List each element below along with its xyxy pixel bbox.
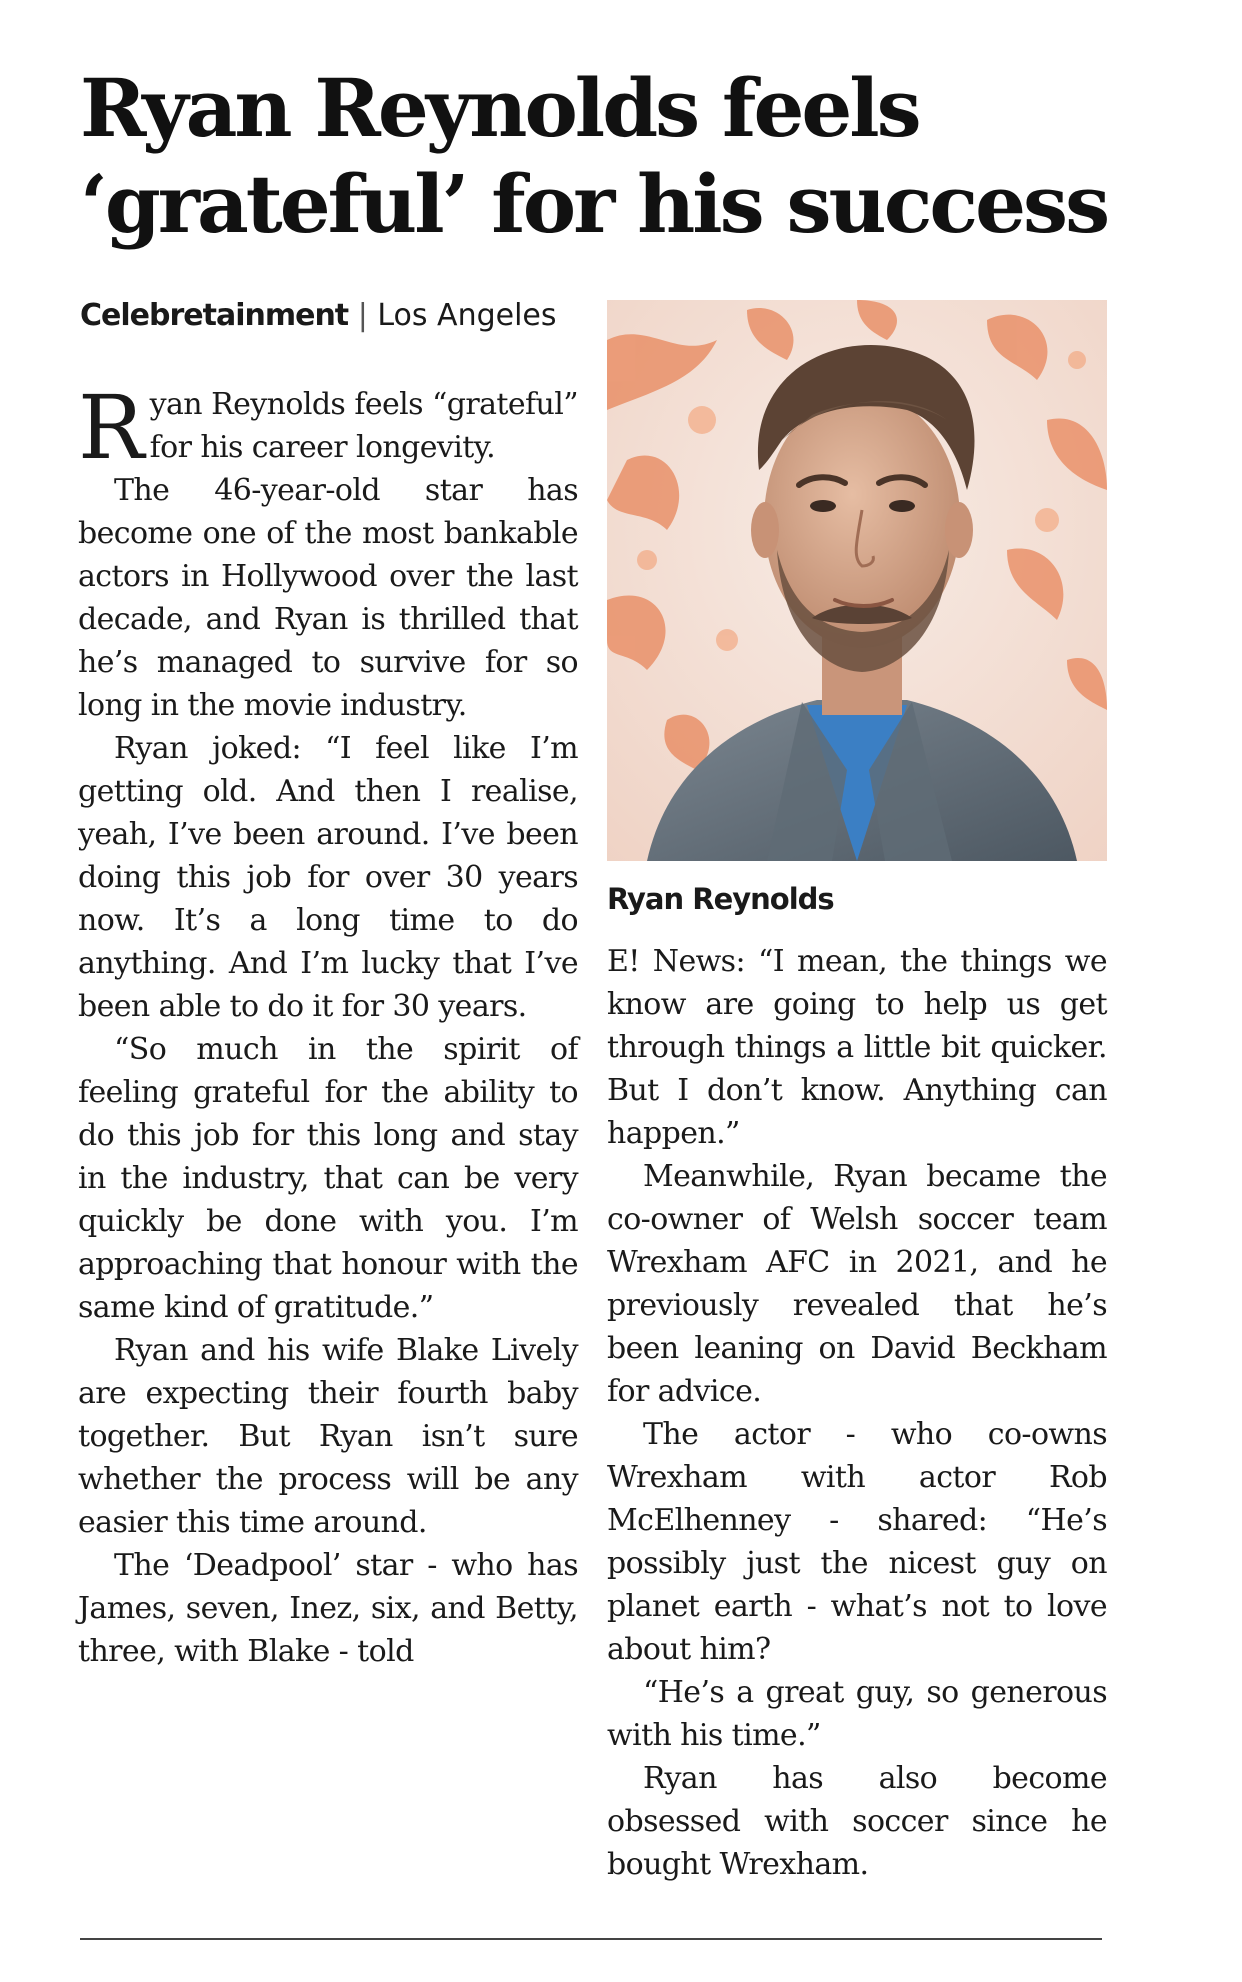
article-column-right — [607, 940, 1107, 1886]
portrait-illustration — [607, 300, 1107, 861]
article-paragraph-3: Ryan joked: “I feel like I’m getting old. And then I realise, yeah, I’ve been around. I’ve been doing this job for over 30 years now. It’s a long time to do anything. And I’m lucky that I’ve been able to do it for 30 years. — [78, 731, 578, 1024]
article-paragraph-8: The actor - who co-owns Wrexham with actor Rob McElhenney - shared: “He’s possibly just the nicest guy on planet earth - what’s not to love about him? — [607, 1417, 1107, 1667]
article-paragraph-2: The 46-year-old star has become one of the most bankable actors in Hollywood over the last decade, and Ryan is thrilled that he’s managed to survive for so long in the movie industry. — [78, 473, 578, 723]
article-paragraph-10: Ryan has also become obsessed with soccer since he bought Wrexham. — [607, 1761, 1107, 1882]
article-paragraph-6: The ‘Deadpool’ star - who has James, seven, Inez, six, and Betty, three, with Blake - told — [78, 1548, 578, 1669]
byline-location: Los Angeles — [377, 298, 557, 333]
headline-line-2: ‘grateful’ for his success — [80, 157, 1108, 251]
headline-line-1: Ryan Reynolds feels — [80, 61, 919, 155]
article-paragraph-9: “He’s a great guy, so generous with his time.” — [607, 1675, 1107, 1753]
byline — [80, 296, 557, 336]
paragraph-1-text: yan Reynolds feels “grateful” for his career longevity. — [149, 387, 578, 465]
portrait-photo — [607, 300, 1107, 861]
article-paragraph-7: Meanwhile, Ryan became the co-owner of Welsh soccer team Wrexham AFC in 2021, and he previously revealed that he’s been leaning on David Beckham for advice. — [607, 1159, 1107, 1409]
article-paragraph-5: Ryan and his wife Blake Lively are expecting their fourth baby together. But Ryan isn’t sure whether the process will be any easier this time around. — [78, 1333, 578, 1540]
article-column-left — [78, 376, 578, 1673]
bottom-rule — [80, 1938, 1102, 1940]
byline-separator: | — [357, 298, 368, 333]
article-paragraph-1 — [78, 376, 578, 479]
article-paragraph-4: “So much in the spirit of feeling grateful for the ability to do this job for this long and stay in the industry, that can be very quickly be done with you. I’m approaching that honour with the same kind of gratitude.” — [78, 1032, 578, 1325]
drop-cap: R — [78, 376, 144, 479]
byline-source: Celebretainment — [80, 298, 349, 333]
headline — [80, 60, 1140, 252]
article-paragraph-6-continued: E! News: “I mean, the things we know are going to help us get through things a little bit quicker. But I don’t know. Anything can happen.” — [607, 944, 1107, 1151]
photo-caption: Ryan Reynolds — [607, 882, 834, 916]
